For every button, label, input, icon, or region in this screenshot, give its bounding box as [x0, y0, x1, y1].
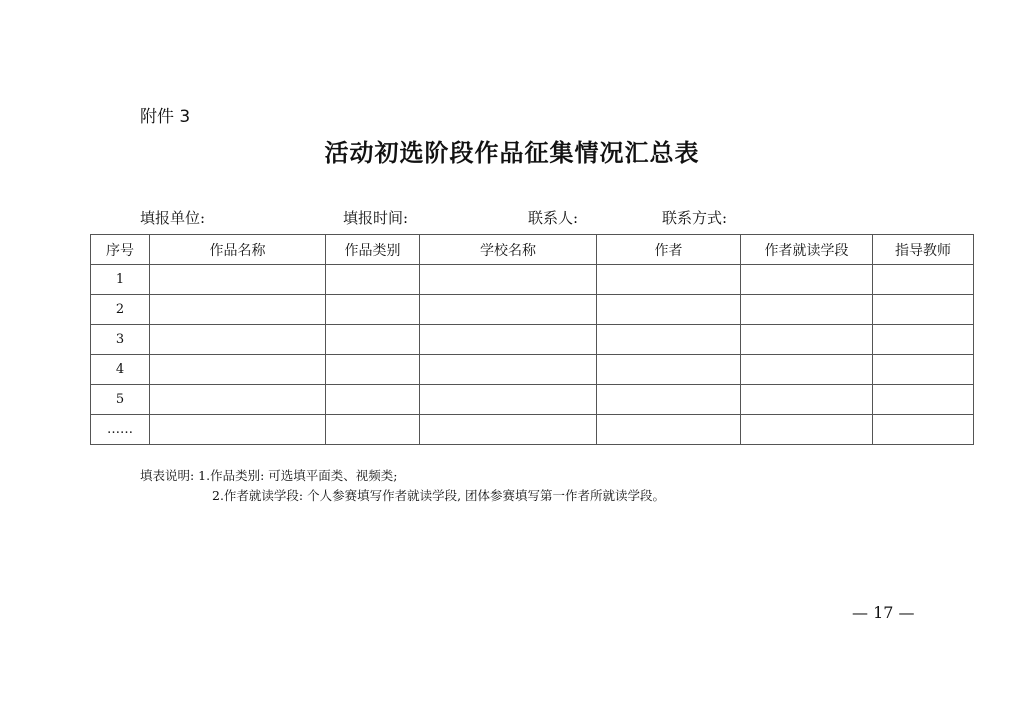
header-author-grade: 作者就读学段: [741, 235, 873, 265]
header-teacher: 指导教师: [873, 235, 974, 265]
page-number: — 17 —: [852, 603, 915, 622]
cell-teacher: [873, 355, 974, 385]
header-work-name: 作品名称: [150, 235, 326, 265]
cell-work-name: [150, 385, 326, 415]
table-row: [91, 385, 974, 415]
cell-teacher: [873, 415, 974, 445]
cell-work-category: [326, 265, 420, 295]
cell-school-name: [420, 355, 597, 385]
contact-person-label: 联系人:: [528, 209, 579, 227]
cell-author: [597, 325, 741, 355]
cell-teacher: [873, 325, 974, 355]
cell-author: [597, 295, 741, 325]
reporting-unit-label: 填报单位:: [140, 209, 206, 227]
cell-serial: 4: [91, 355, 150, 385]
cell-serial: 2: [91, 295, 150, 325]
table-row: [91, 265, 974, 295]
cell-school-name: [420, 265, 597, 295]
cell-author: [597, 415, 741, 445]
header-serial-number: 序号: [91, 235, 150, 265]
cell-author-grade: [741, 325, 873, 355]
cell-teacher: [873, 295, 974, 325]
instruction-line-2: 2.作者就读学段: 个人参赛填写作者就读学段, 团体参赛填写第一作者所就读学段。: [212, 488, 666, 503]
reporting-time-label: 填报时间:: [343, 209, 409, 227]
table-row: [91, 325, 974, 355]
page-title: 活动初选阶段作品征集情况汇总表: [324, 139, 700, 167]
cell-serial: 1: [91, 265, 150, 295]
cell-teacher: [873, 385, 974, 415]
table-row: [91, 415, 974, 445]
cell-author-grade: [741, 415, 873, 445]
table-row: [91, 295, 974, 325]
filling-instructions: [140, 466, 665, 506]
attachment-label: 附件 3: [140, 107, 191, 127]
cell-author-grade: [741, 295, 873, 325]
cell-author-grade: [741, 265, 873, 295]
cell-work-name: [150, 325, 326, 355]
cell-author: [597, 385, 741, 415]
cell-work-category: [326, 385, 420, 415]
cell-work-category: [326, 355, 420, 385]
cell-school-name: [420, 415, 597, 445]
contact-method-label: 联系方式:: [662, 209, 728, 227]
cell-serial: 5: [91, 385, 150, 415]
cell-author: [597, 355, 741, 385]
summary-table: [90, 234, 974, 445]
cell-work-name: [150, 265, 326, 295]
cell-school-name: [420, 385, 597, 415]
cell-serial: 3: [91, 325, 150, 355]
cell-serial: ……: [91, 415, 150, 445]
header-school-name: 学校名称: [420, 235, 597, 265]
cell-work-name: [150, 295, 326, 325]
cell-work-category: [326, 415, 420, 445]
cell-work-category: [326, 295, 420, 325]
cell-teacher: [873, 265, 974, 295]
cell-work-name: [150, 415, 326, 445]
cell-school-name: [420, 295, 597, 325]
table-header-row: [91, 235, 974, 265]
table-row: [91, 355, 974, 385]
cell-author: [597, 265, 741, 295]
cell-author-grade: [741, 385, 873, 415]
cell-work-category: [326, 325, 420, 355]
header-work-category: 作品类别: [326, 235, 420, 265]
cell-author-grade: [741, 355, 873, 385]
header-author: 作者: [597, 235, 741, 265]
cell-school-name: [420, 325, 597, 355]
instruction-line-1: 填表说明: 1.作品类别: 可选填平面类、视频类;: [140, 468, 398, 483]
cell-work-name: [150, 355, 326, 385]
